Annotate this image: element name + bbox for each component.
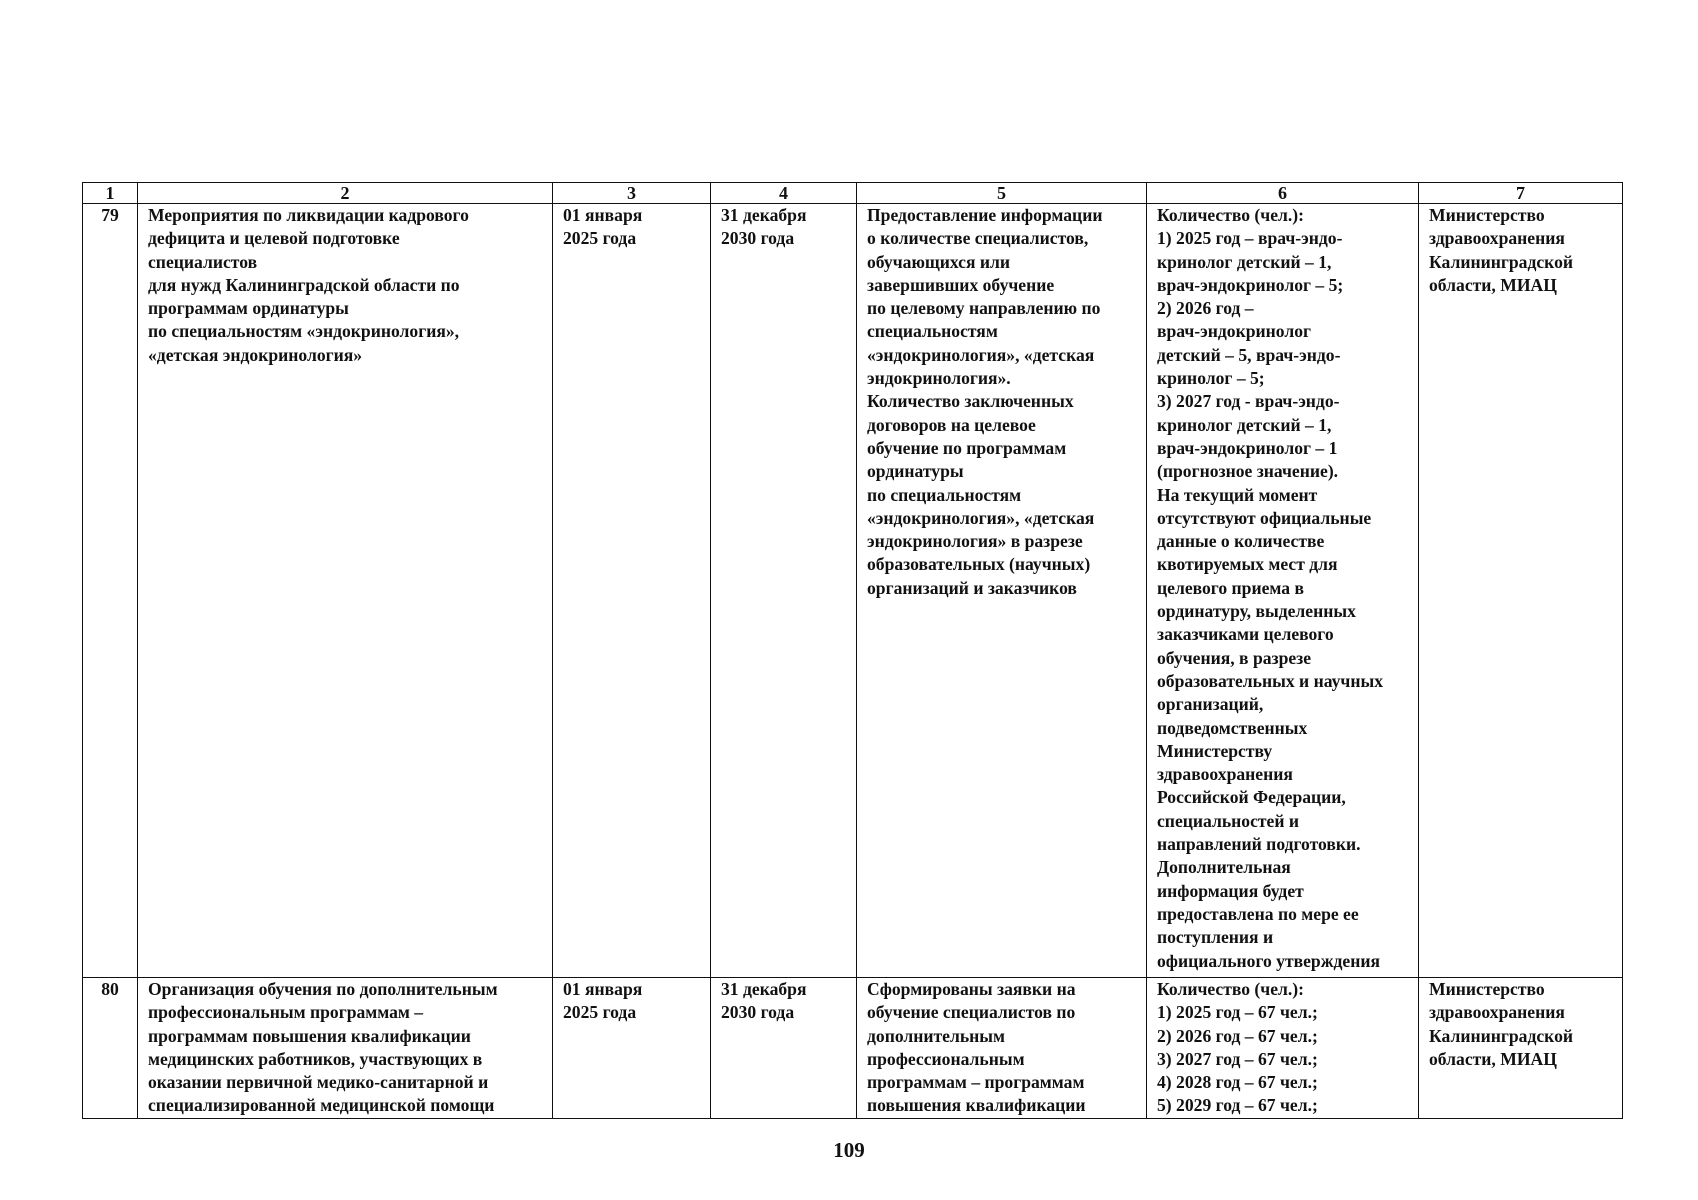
cell-line: поступления и bbox=[1157, 927, 1274, 948]
cell-line: 01 января bbox=[563, 205, 643, 225]
cell-line: здравоохранения bbox=[1157, 764, 1293, 785]
cell-line: 31 декабря bbox=[721, 205, 807, 225]
cell-line: «эндокринология», «детская bbox=[867, 344, 1095, 365]
header-col-3: 3 bbox=[553, 183, 711, 204]
cell-line: официального утверждения bbox=[1157, 950, 1380, 971]
cell-line: 2030 года bbox=[721, 228, 795, 249]
cell-line: здравоохранения bbox=[1429, 1002, 1565, 1023]
cell-line: детский – 5, врач-эндо- bbox=[1157, 344, 1341, 365]
cell-line: Сформированы заявки на bbox=[867, 979, 1076, 999]
cell-line: эндокринология» в разрезе bbox=[867, 531, 1083, 552]
start-date bbox=[553, 978, 711, 1119]
table-row bbox=[83, 978, 1623, 1119]
header-col-1: 1 bbox=[83, 183, 138, 204]
cell-line: врач-эндокринолог – 1 bbox=[1157, 437, 1338, 458]
cell-line: специализированной медицинской помощи bbox=[148, 1095, 495, 1116]
cell-line: организаций и заказчиков bbox=[867, 577, 1077, 598]
cell-line: по специальностям «эндокринология», bbox=[148, 321, 460, 342]
cell-line: здравоохранения bbox=[1429, 228, 1565, 249]
header-col-7: 7 bbox=[1419, 183, 1623, 204]
cell-line: программам повышения квалификации bbox=[148, 1025, 471, 1046]
cell-line: кринолог детский – 1, bbox=[1157, 251, 1332, 272]
header-col-2: 2 bbox=[138, 183, 553, 204]
cell-line: повышения квалификации bbox=[867, 1095, 1086, 1116]
cell-line: специальностей и bbox=[1157, 810, 1300, 831]
page-number: 109 bbox=[833, 1138, 865, 1162]
cell-line: программам – программам bbox=[867, 1072, 1085, 1093]
cell-line: 2025 года bbox=[563, 228, 637, 249]
cell-line: подведомственных bbox=[1157, 717, 1308, 738]
cell-line: заказчиками целевого bbox=[1157, 624, 1334, 645]
end-date bbox=[711, 978, 857, 1119]
cell-line: 1) 2025 год – врач-эндо- bbox=[1157, 228, 1343, 249]
cell-line: 2) 2026 год – 67 чел.; bbox=[1157, 1025, 1318, 1046]
cell-line: области, МИАЦ bbox=[1429, 274, 1557, 295]
cell-line: 31 декабря bbox=[721, 979, 807, 999]
cell-line: Количество (чел.): bbox=[1157, 979, 1305, 999]
cell-line: Количество (чел.): bbox=[1157, 205, 1305, 225]
header-col-6: 6 bbox=[1147, 183, 1419, 204]
cell-line: медицинских работников, участвующих в bbox=[148, 1048, 483, 1069]
cell-line: договоров на целевое bbox=[867, 414, 1036, 435]
responsible bbox=[1419, 978, 1623, 1119]
cell-line: 2) 2026 год – bbox=[1157, 298, 1254, 319]
cell-line: Организация обучения по дополнительным bbox=[148, 979, 498, 999]
cell-line: дополнительным bbox=[867, 1025, 1006, 1046]
table-row bbox=[83, 204, 1623, 978]
cell-line: «детская эндокринология» bbox=[148, 344, 363, 365]
cell-line: целевого приема в bbox=[1157, 577, 1304, 598]
cell-line: (прогнозное значение). bbox=[1157, 461, 1339, 482]
indicator bbox=[1147, 204, 1419, 978]
cell-line: области, МИАЦ bbox=[1429, 1048, 1557, 1069]
cell-line: кринолог детский – 1, bbox=[1157, 414, 1332, 435]
cell-line: обучения, в разрезе bbox=[1157, 647, 1312, 668]
cell-line: 01 января bbox=[563, 979, 643, 999]
cell-line: направлений подготовки. bbox=[1157, 834, 1361, 855]
cell-line: данные о количестве bbox=[1157, 531, 1325, 552]
cell-line: 4) 2028 год – 67 чел.; bbox=[1157, 1072, 1318, 1093]
cell-line: для нужд Калининградской области по bbox=[148, 274, 460, 295]
cell-line: Министерство bbox=[1429, 979, 1545, 999]
cell-line: врач-эндокринолог bbox=[1157, 321, 1312, 342]
cell-line: Российской Федерации, bbox=[1157, 787, 1346, 808]
cell-line: 2025 года bbox=[563, 1002, 637, 1023]
header-col-5: 5 bbox=[857, 183, 1147, 204]
cell-line: отсутствуют официальные bbox=[1157, 507, 1372, 528]
cell-line: Министерство bbox=[1429, 205, 1545, 225]
expected-result bbox=[857, 978, 1147, 1119]
cell-line: 3) 2027 год - врач-эндо- bbox=[1157, 391, 1340, 412]
cell-line: обучение по программам bbox=[867, 437, 1067, 458]
cell-line: организаций, bbox=[1157, 694, 1264, 715]
row-number: 80 bbox=[83, 978, 138, 1119]
cell-line: завершивших обучение bbox=[867, 274, 1055, 295]
cell-line: 2030 года bbox=[721, 1002, 795, 1023]
cell-line: обучение специалистов по bbox=[867, 1002, 1076, 1023]
cell-line: «эндокринология», «детская bbox=[867, 507, 1095, 528]
cell-line: образовательных (научных) bbox=[867, 554, 1091, 575]
cell-line: врач-эндокринолог – 5; bbox=[1157, 274, 1344, 295]
cell-line: информация будет bbox=[1157, 880, 1304, 901]
measure-description bbox=[138, 978, 553, 1119]
cell-line: Количество заключенных bbox=[867, 391, 1074, 412]
cell-line: кринолог – 5; bbox=[1157, 368, 1265, 389]
cell-line: 3) 2027 год – 67 чел.; bbox=[1157, 1048, 1318, 1069]
cell-line: оказании первичной медико-санитарной и bbox=[148, 1072, 489, 1093]
responsible bbox=[1419, 204, 1623, 978]
row-number: 79 bbox=[83, 204, 138, 978]
cell-line: профессиональным bbox=[867, 1048, 1025, 1069]
cell-line: 1) 2025 год – 67 чел.; bbox=[1157, 1002, 1318, 1023]
header-col-4: 4 bbox=[711, 183, 857, 204]
cell-line: Калининградской bbox=[1429, 251, 1574, 272]
expected-result bbox=[857, 204, 1147, 978]
cell-line: квотируемых мест для bbox=[1157, 554, 1338, 575]
data-table bbox=[82, 182, 1623, 1119]
cell-line: Мероприятия по ликвидации кадрового bbox=[148, 205, 469, 225]
cell-line: образовательных и научных bbox=[1157, 670, 1384, 691]
cell-line: специальностям bbox=[867, 321, 998, 342]
cell-line: предоставлена по мере ее bbox=[1157, 903, 1359, 924]
cell-line: Предоставление информации bbox=[867, 205, 1103, 225]
cell-line: ординатуры bbox=[867, 461, 964, 482]
end-date bbox=[711, 204, 857, 978]
cell-line: по специальностям bbox=[867, 484, 1022, 505]
cell-line: На текущий момент bbox=[1157, 484, 1318, 505]
cell-line: Дополнительная bbox=[1157, 857, 1291, 878]
cell-line: специалистов bbox=[148, 251, 258, 272]
measure-description bbox=[138, 204, 553, 978]
start-date bbox=[553, 204, 711, 978]
cell-line: по целевому направлению по bbox=[867, 298, 1101, 319]
header-row bbox=[83, 183, 1623, 204]
cell-line: ординатуру, выделенных bbox=[1157, 601, 1356, 622]
cell-line: дефицита и целевой подготовке bbox=[148, 228, 400, 249]
cell-line: профессиональным программам – bbox=[148, 1002, 424, 1023]
cell-line: Министерству bbox=[1157, 740, 1273, 761]
cell-line: программам ординатуры bbox=[148, 298, 349, 319]
cell-line: 5) 2029 год – 67 чел.; bbox=[1157, 1095, 1318, 1116]
cell-line: обучающихся или bbox=[867, 251, 1011, 272]
cell-line: эндокринология». bbox=[867, 368, 1011, 389]
cell-line: о количестве специалистов, bbox=[867, 228, 1089, 249]
indicator bbox=[1147, 978, 1419, 1119]
cell-line: Калининградской bbox=[1429, 1025, 1574, 1046]
